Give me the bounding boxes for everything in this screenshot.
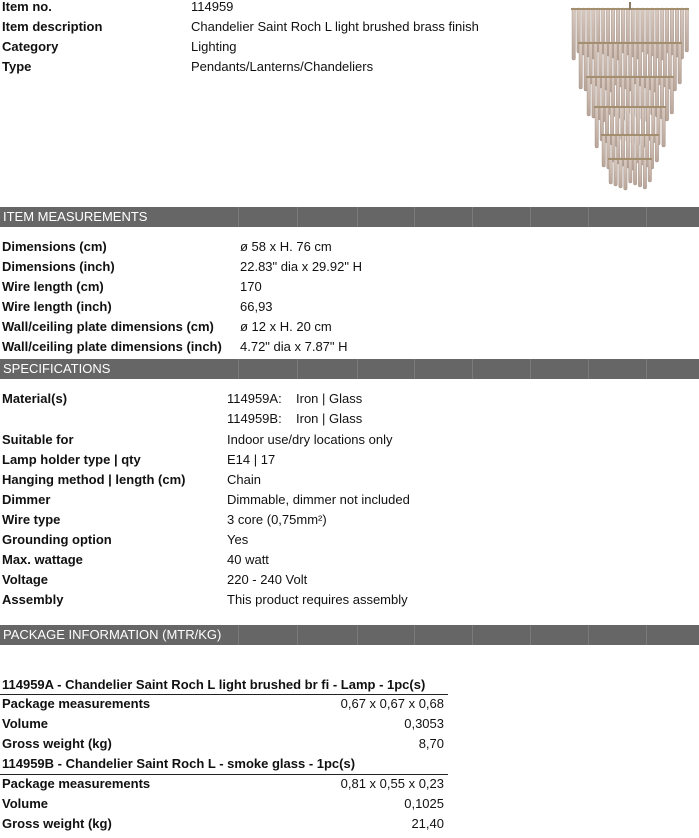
package-label: Gross weight (kg) (2, 736, 112, 751)
spec-row (0, 530, 699, 550)
item-no-label: Item no. (2, 0, 52, 14)
type-label: Type (2, 59, 32, 74)
spec-value: 3 core (0,75mm²) (227, 512, 327, 527)
specifications-title: SPECIFICATIONS (3, 361, 111, 376)
specifications-header (0, 359, 699, 379)
item-description-label: Item description (2, 19, 103, 34)
measurement-row (0, 257, 699, 277)
package-row (0, 774, 699, 794)
package-label: Package measurements (2, 776, 151, 791)
package-row (0, 714, 699, 734)
measurement-label: Dimensions (cm) (2, 239, 107, 254)
spec-row (0, 550, 699, 570)
measurement-label: Wire length (cm) (2, 279, 104, 294)
package-label: Volume (2, 796, 48, 811)
package-label: Volume (2, 716, 48, 731)
spec-value: 220 - 240 Volt (227, 572, 308, 587)
spec-row (0, 510, 699, 530)
item-measurements-title: ITEM MEASUREMENTS (3, 209, 148, 224)
measurement-row (0, 237, 699, 257)
package-row (0, 814, 699, 834)
material-value: Iron | Glass (296, 391, 363, 406)
measurement-row (0, 277, 699, 297)
spec-label: Assembly (2, 592, 64, 607)
measurement-value: 22.83" dia x 29.92" H (240, 259, 362, 274)
spec-row (0, 450, 699, 470)
measurement-value: 66,93 (240, 299, 273, 314)
spec-row (0, 570, 699, 590)
package-row (0, 734, 699, 754)
spec-value: Chain (227, 472, 261, 487)
spec-label: Max. wattage (2, 552, 83, 567)
package-value: 8,70 (418, 736, 444, 751)
spec-row (0, 590, 699, 610)
package-label: Gross weight (kg) (2, 816, 112, 831)
spec-label: Lamp holder type | qty (2, 452, 141, 467)
package-heading-row (0, 754, 699, 774)
measurement-label: Wire length (inch) (2, 299, 112, 314)
item-measurements-header (0, 207, 699, 227)
item-description-value: Chandelier Saint Roch L light brushed brass finish (191, 19, 479, 34)
package-row (0, 694, 699, 714)
package-value: 0,1025 (404, 796, 444, 811)
package-heading: 114959B - Chandelier Saint Roch L - smoke glass - 1pc(s) (2, 756, 356, 771)
package-info-title: PACKAGE INFORMATION (MTR/KG) (3, 627, 222, 642)
spec-value: Indoor use/dry locations only (227, 432, 393, 447)
spec-value: Yes (227, 532, 249, 547)
spec-label: Voltage (2, 572, 48, 587)
measurement-label: Wall/ceiling plate dimensions (cm) (2, 319, 214, 334)
package-value: 21,40 (411, 816, 444, 831)
material-value: Iron | Glass (296, 411, 363, 426)
material-row (0, 409, 699, 429)
materials-label: Material(s) (2, 391, 68, 406)
measurement-label: Dimensions (inch) (2, 259, 115, 274)
measurement-row (0, 297, 699, 317)
package-heading: 114959A - Chandelier Saint Roch L light brushed br fi - Lamp - 1pc(s) (2, 677, 426, 692)
category-label: Category (2, 39, 59, 54)
package-value: 0,67 x 0,67 x 0,68 (340, 696, 444, 711)
category-value: Lighting (191, 39, 237, 54)
material-code: 114959A: (227, 391, 282, 406)
spec-row (0, 430, 699, 450)
package-info-header (0, 625, 699, 645)
measurement-value: ø 58 x H. 76 cm (240, 239, 332, 254)
package-value: 0,81 x 0,55 x 0,23 (340, 776, 444, 791)
chandelier-icon (566, 2, 694, 192)
spec-label: Wire type (2, 512, 61, 527)
measurement-label: Wall/ceiling plate dimensions (inch) (2, 339, 222, 354)
package-row (0, 794, 699, 814)
spec-value: This product requires assembly (227, 592, 408, 607)
spec-value: Dimmable, dimmer not included (227, 492, 410, 507)
package-label: Package measurements (2, 696, 151, 711)
spec-value: 40 watt (227, 552, 269, 567)
package-value: 0,3053 (404, 716, 444, 731)
measurement-value: 170 (240, 279, 262, 294)
type-value: Pendants/Lanterns/Chandeliers (191, 59, 374, 74)
material-row (0, 389, 699, 409)
spec-label: Grounding option (2, 532, 112, 547)
package-heading-row (0, 675, 699, 695)
measurement-row (0, 337, 699, 357)
measurement-row (0, 317, 699, 337)
measurement-value: 4.72" dia x 7.87" H (240, 339, 348, 354)
spec-value: E14 | 17 (227, 452, 276, 467)
spec-label: Suitable for (2, 432, 74, 447)
spec-label: Hanging method | length (cm) (2, 472, 186, 487)
measurement-value: ø 12 x H. 20 cm (240, 319, 332, 334)
item-no-value: 114959 (191, 0, 234, 14)
material-code: 114959B: (227, 411, 282, 426)
spec-label: Dimmer (2, 492, 51, 507)
spec-row (0, 490, 699, 510)
spec-row (0, 470, 699, 490)
